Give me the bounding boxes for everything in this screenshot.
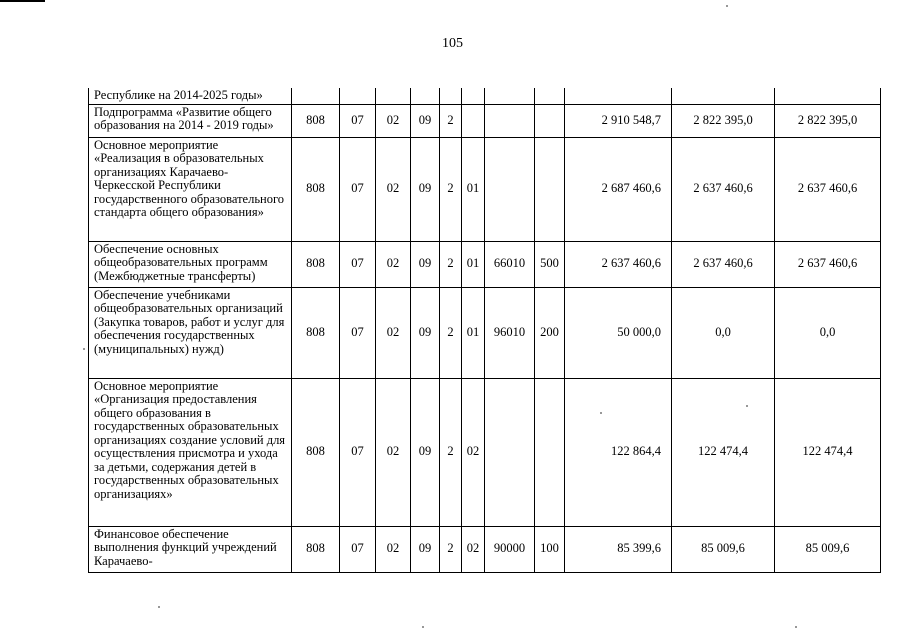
direction-code [485,378,535,526]
amount-2: 85 009,6 [672,526,775,572]
section-code [340,88,376,104]
program-code: 09 [411,137,440,241]
amount-3: 122 474,4 [775,378,881,526]
amount-3: 0,0 [775,287,881,378]
ministry-code: 808 [292,526,340,572]
table-row [89,378,881,526]
expense-type-code [535,137,565,241]
event-code: 01 [462,241,485,287]
subprogram-code [440,88,462,104]
section-code: 07 [340,287,376,378]
row-name: Подпрограмма «Развитие общего образования на 2014 - 2019 годы» [89,104,292,137]
row-name: Финансовое обеспечение выполнения функций учреждений Карачаево- [89,526,292,572]
subsection-code: 02 [376,287,411,378]
amount-1 [565,88,672,104]
program-code: 09 [411,104,440,137]
direction-code [485,137,535,241]
subprogram-code: 2 [440,241,462,287]
ministry-code: 808 [292,287,340,378]
ministry-code: 808 [292,241,340,287]
expense-type-code [535,104,565,137]
amount-1: 2 687 460,6 [565,137,672,241]
row-name: Республике на 2014-2025 годы» [89,88,292,104]
amount-1: 85 399,6 [565,526,672,572]
amount-1: 2 637 460,6 [565,241,672,287]
direction-code [485,88,535,104]
ministry-code: 808 [292,137,340,241]
section-code: 07 [340,241,376,287]
amount-1: 2 910 548,7 [565,104,672,137]
direction-code [485,104,535,137]
row-name: Обеспечение учебниками общеобразовательных организаций (Закупка товаров, работ и услуг для обеспечения государственных (муниципальных) нужд) [89,287,292,378]
page-number: 105 [442,36,463,51]
scan-speck [746,405,748,407]
amount-2 [672,88,775,104]
amount-3: 2 822 395,0 [775,104,881,137]
table-row [89,287,881,378]
scan-speck [158,606,160,608]
program-code: 09 [411,378,440,526]
direction-code: 90000 [485,526,535,572]
amount-2: 2 637 460,6 [672,137,775,241]
row-name: Основное мероприятие «Реализация в образовательных организациях Карачаево-Черкесской Республики государственного образовательного стандарта общего образования» [89,137,292,241]
ministry-code [292,88,340,104]
expense-type-code [535,88,565,104]
amount-2: 2 822 395,0 [672,104,775,137]
subsection-code [376,88,411,104]
section-code: 07 [340,378,376,526]
subsection-code: 02 [376,378,411,526]
subprogram-code: 2 [440,137,462,241]
scan-speck [83,348,85,350]
subsection-code: 02 [376,137,411,241]
table-row [89,88,881,104]
subprogram-code: 2 [440,378,462,526]
row-name: Основное мероприятие «Организация предоставления общего образования в государственных образовательных организациях создание условий для осуществления присмотра и ухода за детьми, содержания детей в государственных образовательных организациях» [89,378,292,526]
scan-speck [726,5,728,7]
direction-code: 66010 [485,241,535,287]
amount-3: 2 637 460,6 [775,137,881,241]
section-code: 07 [340,137,376,241]
amount-1: 50 000,0 [565,287,672,378]
table-row [89,137,881,241]
budget-table [88,88,881,573]
expense-type-code: 500 [535,241,565,287]
event-code: 02 [462,378,485,526]
subprogram-code: 2 [440,526,462,572]
table-row [89,104,881,137]
program-code: 09 [411,287,440,378]
amount-3: 2 637 460,6 [775,241,881,287]
event-code: 01 [462,137,485,241]
scan-speck [422,626,424,628]
event-code: 02 [462,526,485,572]
ministry-code: 808 [292,104,340,137]
ministry-code: 808 [292,378,340,526]
event-code [462,104,485,137]
program-code [411,88,440,104]
amount-3 [775,88,881,104]
expense-type-code [535,378,565,526]
section-code: 07 [340,526,376,572]
subsection-code: 02 [376,241,411,287]
subsection-code: 02 [376,526,411,572]
scan-speck [795,626,797,628]
direction-code: 96010 [485,287,535,378]
table-row [89,241,881,287]
program-code: 09 [411,526,440,572]
subprogram-code: 2 [440,104,462,137]
subprogram-code: 2 [440,287,462,378]
section-code: 07 [340,104,376,137]
program-code: 09 [411,241,440,287]
scan-speck [600,412,602,414]
scan-edge-mark [0,0,45,2]
amount-3: 85 009,6 [775,526,881,572]
expense-type-code: 100 [535,526,565,572]
amount-1: 122 864,4 [565,378,672,526]
row-name: Обеспечение основных общеобразовательных программ (Межбюджетные трансферты) [89,241,292,287]
subsection-code: 02 [376,104,411,137]
amount-2: 2 637 460,6 [672,241,775,287]
amount-2: 0,0 [672,287,775,378]
expense-type-code: 200 [535,287,565,378]
event-code: 01 [462,287,485,378]
table-row [89,526,881,572]
event-code [462,88,485,104]
amount-2: 122 474,4 [672,378,775,526]
